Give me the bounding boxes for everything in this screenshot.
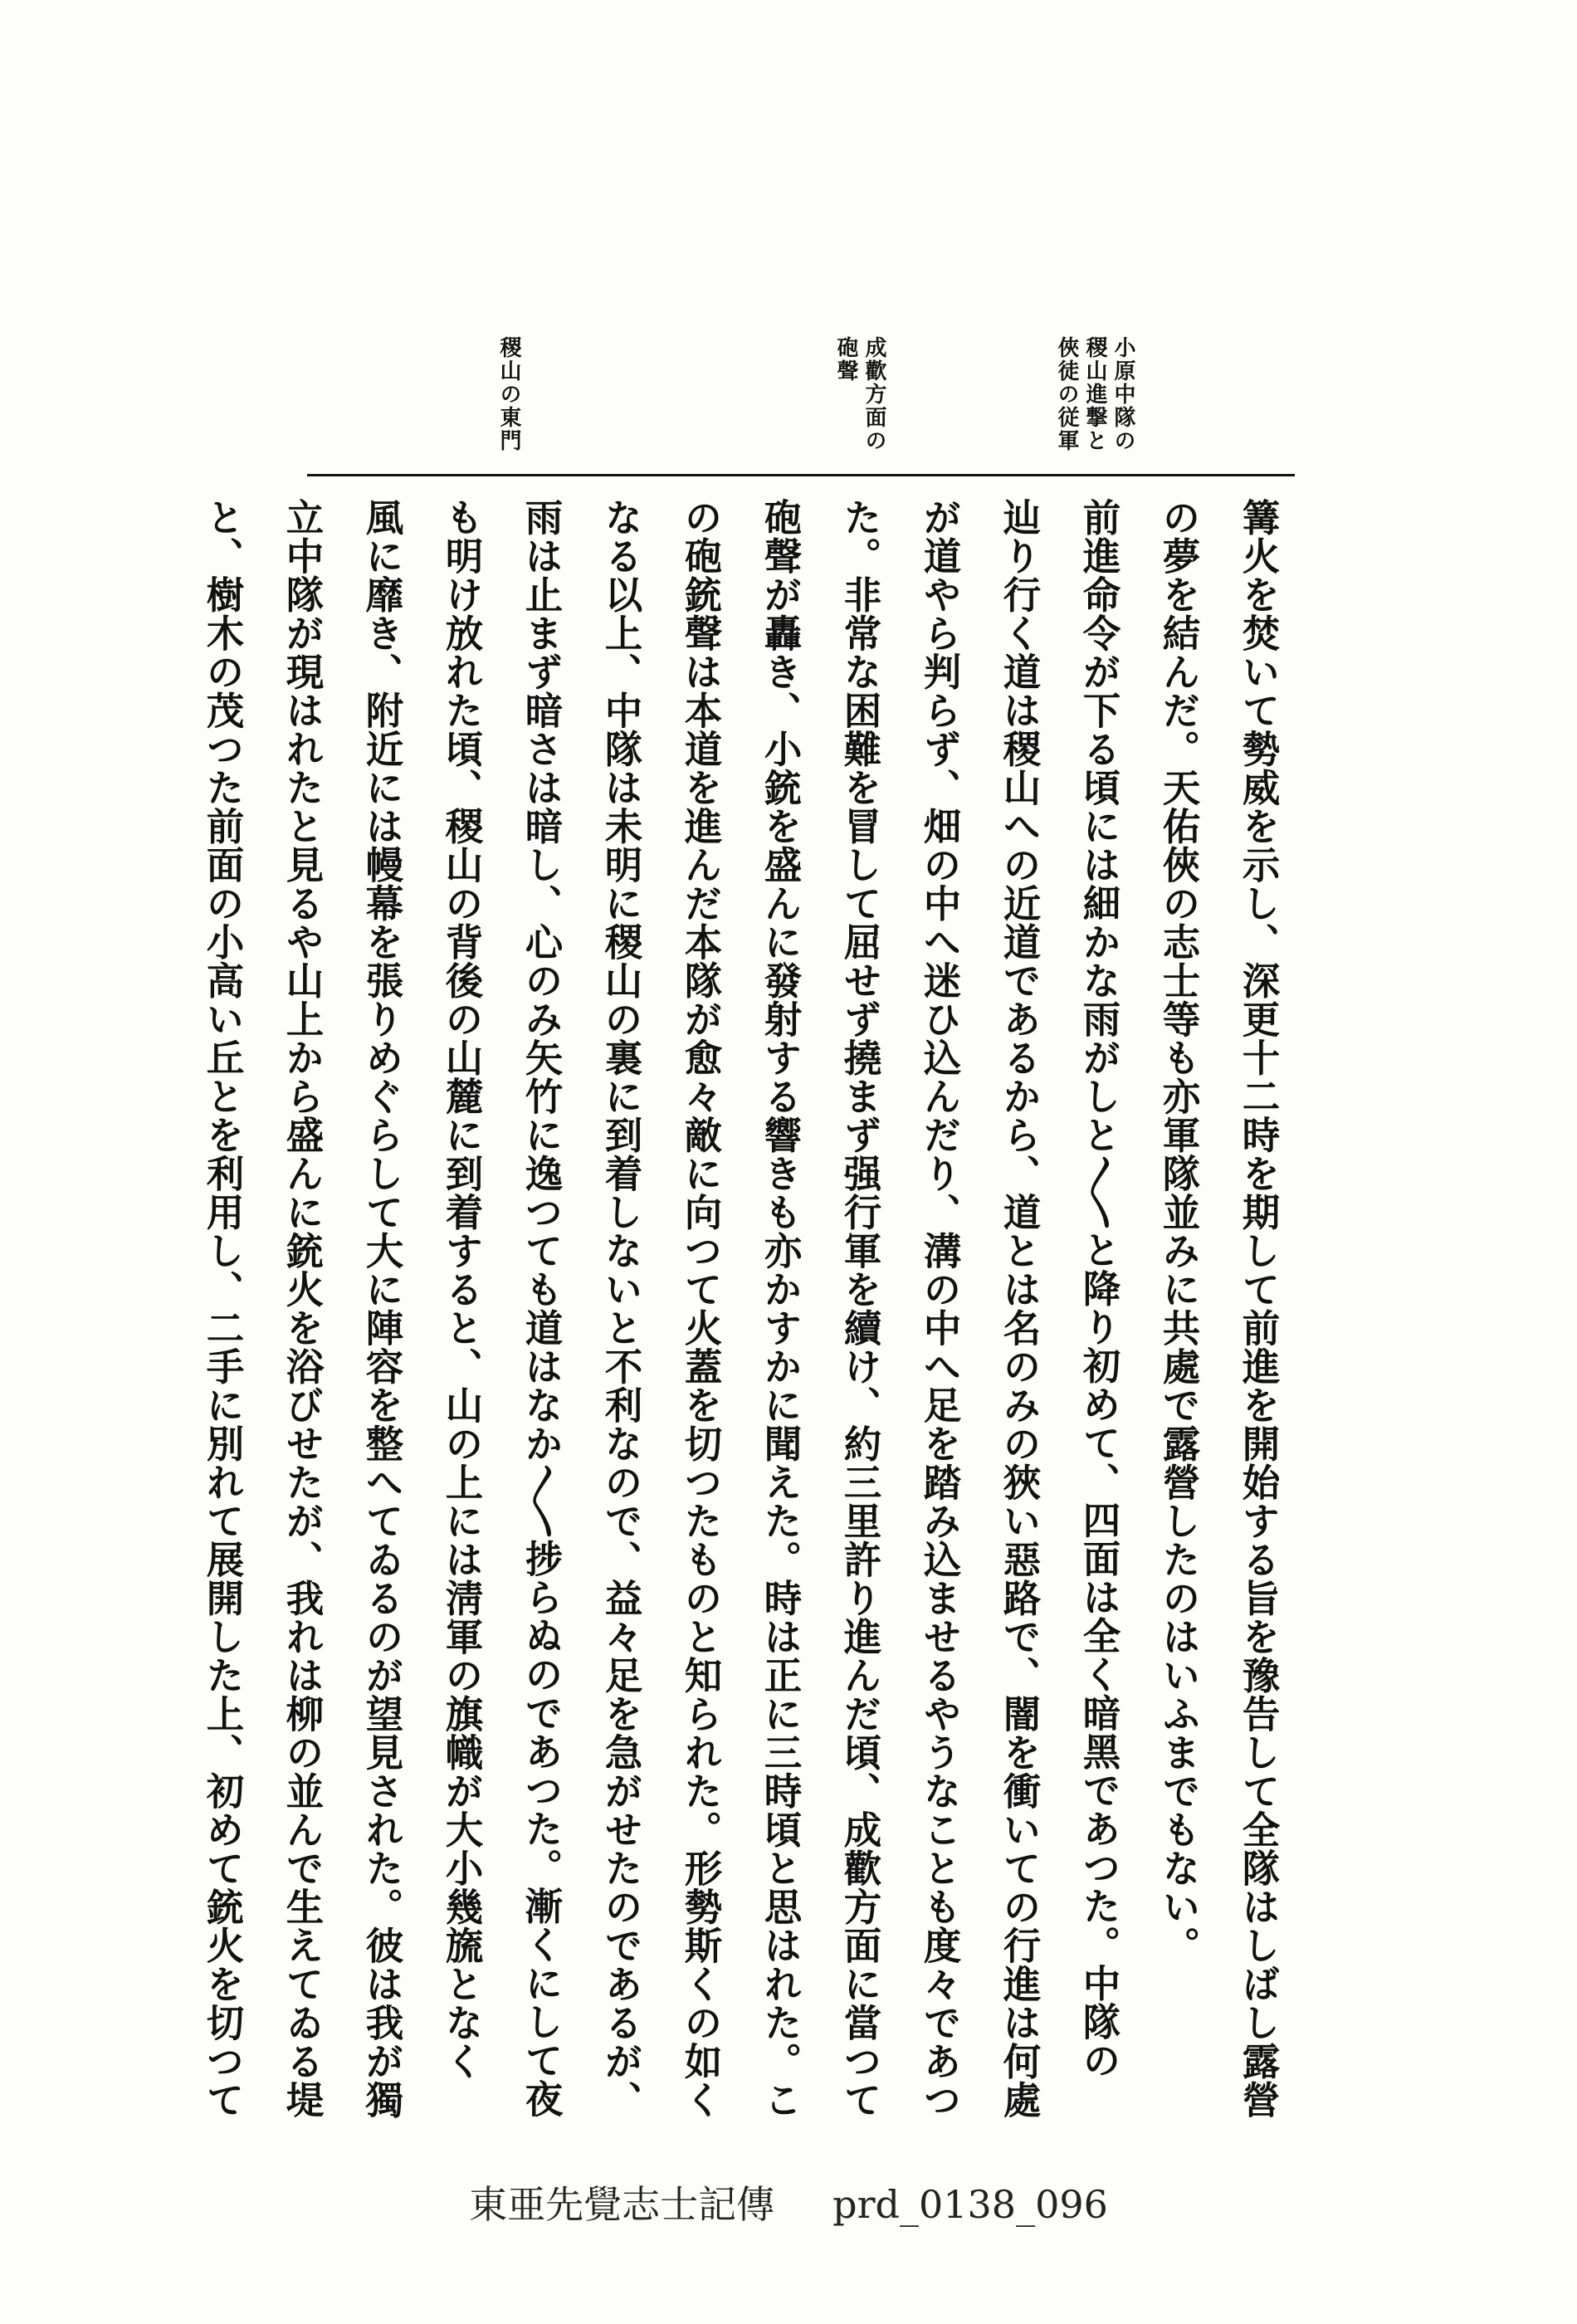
side-note: 小原中隊の稷山進撃と俠徒の従軍 xyxy=(1054,336,1135,452)
text-column: 雨は止まず暗さは暗し、心のみ矢竹に逸つても道はなか〳〵捗らぬのであつた。漸くにして夜 xyxy=(520,498,564,2118)
side-note: 成歡方面の砲聲 xyxy=(833,336,886,452)
book-title: 東亜先覺志士記傳 xyxy=(469,2182,775,2227)
text-column: 辿り行く道は稷山への近道であるから、道とは名のみの狹い惡路で、闇を衝いての行進は何處 xyxy=(998,498,1042,2119)
page-id: prd_0138_096 xyxy=(832,2182,1108,2227)
page-footer xyxy=(0,2175,1577,2229)
text-column: 砲聲が轟き、小銃を盛んに發射する響きも亦かすかに聞えた。時は正に三時頃と思はれた。こ xyxy=(759,498,803,2119)
text-column: の夢を結んだ。天佑俠の志士等も亦軍隊並みに共處で露營したのはいふまでもない。 xyxy=(1157,498,1202,1965)
text-column: 篝火を焚いて勢威を示し、深更十二時を期して前進を開始する旨を豫告して全隊はしばし露營 xyxy=(1237,498,1282,2119)
text-column: 立中隊が現はれたと見るや山上から盛んに銃火を浴びせたが、我れは柳の並んで生えてゐる堤 xyxy=(281,498,325,2119)
side-notes xyxy=(465,336,1137,461)
header-rule xyxy=(307,474,1295,476)
text-column: の砲銃聲は本道を進んだ本隊が愈々敵に向つて火蓋を切つたものと知られた。形勢斯くの如く xyxy=(679,498,724,2119)
body-text xyxy=(201,498,1299,2125)
text-column: も明け放れた頃、稷山の背後の山麓に到着すると、山の上には淸軍の旗幟が大小幾旒となく xyxy=(440,498,485,2081)
text-column: と、樹木の茂つた前面の小高い丘とを利用し、二手に別れて展開した上、初めて銃火を切つて xyxy=(201,498,246,2119)
text-column: なる以上、中隊は未明に稷山の裏に到着しないと不利なので、益々足を急がせたのであるが、 xyxy=(599,498,644,2119)
text-column: 前進命令が下る頃には細かな雨がしと〳〵と降り初めて、四面は全く暗黑であつた。中隊の xyxy=(1077,498,1122,2080)
side-note: 稷山の東門 xyxy=(496,336,521,452)
text-column: 風に靡き、附近には幔幕を張りめぐらして大に陣容を整へてゐるのが望見された。彼は我が獨 xyxy=(360,498,405,2119)
text-column: た。非常な困難を冒して屈せず撓まず强行軍を續け、約三里許り進んだ頃、成歡方面に當つて xyxy=(838,498,883,2119)
text-column: が道やら判らず、畑の中へ迷ひ込んだり、溝の中へ足を踏み込ませるやうなことも度々であつ xyxy=(918,498,963,2119)
